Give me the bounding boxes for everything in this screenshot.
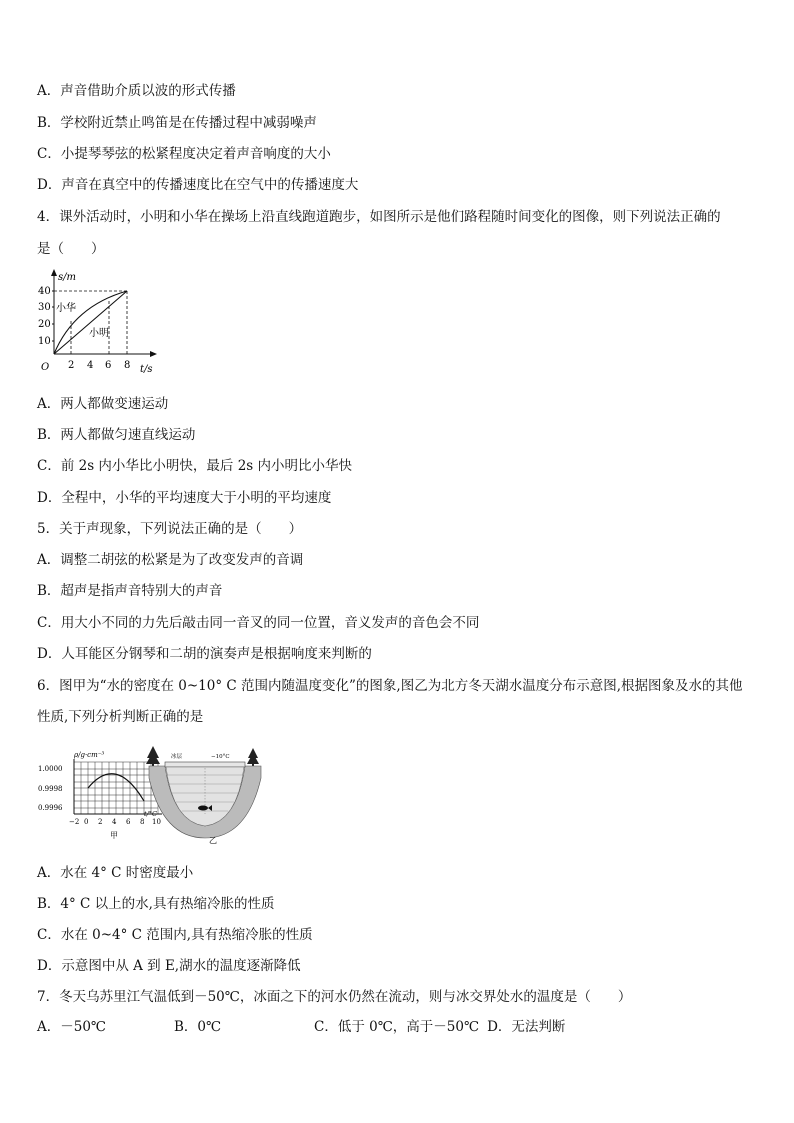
q7-options (37, 1018, 565, 1036)
q6-stem-line2: 性质,下列分析判断正确的是 (37, 709, 204, 725)
x-tick-2: 2 (68, 360, 75, 371)
density-tick-2: 0.9998 (38, 785, 63, 793)
y-tick-10: 10 (38, 336, 51, 347)
q4-option-a: A．两人都做变速运动 (37, 396, 169, 412)
y-axis-label: s/m (58, 272, 76, 283)
q3-option-b: B．学校附近禁止鸣笛是在传播过程中减弱噪声 (37, 115, 317, 131)
fish-icon (198, 806, 208, 811)
temp-tick-0: 0 (84, 818, 89, 826)
air-temp-label: −10°C (211, 754, 230, 760)
q3-option-d: D．声音在真空中的传播速度比在空气中的传播速度大 (37, 177, 359, 193)
q7-option-c: C．低于 0℃，高于－50℃ (314, 1019, 480, 1035)
x-axis-label: t/s (140, 364, 153, 375)
xiaohua-label: 小华 (56, 303, 76, 314)
xiaoming-label: 小明 (89, 328, 109, 339)
q4-option-d: D．全程中，小华的平均速度大于小明的平均速度 (37, 490, 332, 506)
ice-label: 冰层 (171, 754, 183, 760)
q7-option-d: D．无法判断 (487, 1019, 566, 1035)
q5-option-c: C．用大小不同的力先后敲击同一音叉的同一位置，音义发声的音色会不同 (37, 615, 480, 631)
q4-option-b: B．两人都做匀速直线运动 (37, 427, 196, 443)
density-axis-label: ρ/g·cm⁻³ (74, 751, 105, 759)
density-tick-3: 0.9996 (38, 804, 63, 812)
x-tick-8: 8 (124, 360, 131, 371)
q6-lake-diagram (145, 742, 265, 846)
q7-stem: 7．冬天乌苏里江气温低到－50℃，冰面之下的河水仍然在流动，则与冰交界处水的温度是（ ） (37, 989, 632, 1005)
q6-option-d: D．示意图中从 A 到 E,湖水的温度逐渐降低 (37, 958, 301, 974)
q6-option-a: A．水在 4° C 时密度最小 (37, 865, 194, 881)
temp-tick-10: 10 (152, 818, 161, 826)
y-axis-arrow (51, 269, 57, 276)
x-tick-6: 6 (105, 360, 112, 371)
q5-option-d: D．人耳能区分钢琴和二胡的演奏声是根据响度来判断的 (37, 646, 372, 662)
q6-option-b: B．4° C 以上的水,具有热缩冷胀的性质 (37, 896, 275, 912)
density-tick-1: 1.0000 (38, 765, 63, 773)
q7-option-b: B．0℃ (174, 1019, 222, 1035)
y-tick-30: 30 (38, 302, 51, 313)
q5-stem: 5．关于声现象，下列说法正确的是（ ） (37, 521, 303, 537)
q6-option-c: C．水在 0~4° C 范围内,具有热缩冷胀的性质 (37, 927, 313, 943)
xiaoming-line (54, 291, 127, 354)
temp-axis-unit: t/°C (144, 810, 158, 818)
q7-option-a: A．－50℃ (37, 1019, 107, 1035)
x-axis-arrow (150, 351, 157, 357)
temp-tick-6: 6 (126, 818, 131, 826)
q3-option-a: A．声音借助介质以波的形式传播 (37, 83, 236, 99)
origin-label: O (41, 362, 50, 373)
y-tick-40: 40 (38, 286, 51, 297)
temp-tick-8: 8 (140, 818, 145, 826)
q4-distance-time-graph (36, 268, 161, 376)
q3-option-c: C．小提琴琴弦的松紧程度决定着声音响度的大小 (37, 146, 331, 162)
ice-layer (165, 762, 245, 767)
q6-stem-line1: 6．图甲为“水的密度在 0~10° C 范围内随温度变化”的图象,图乙为北方冬天湖水温度分布示意图,根据图象及水的其他 (37, 678, 743, 694)
q4-option-c: C．前 2s 内小华比小明快，最后 2s 内小明比小华快 (37, 458, 353, 474)
q4-stem-line1: 4．课外活动时，小明和小华在操场上沿直线跑道跑步，如图所示是他们路程随时间变化的图像，则下列说法正确的 (37, 209, 721, 225)
temp-tick-4: 4 (112, 818, 117, 826)
fig-jia-caption: 甲 (110, 831, 118, 840)
temp-tick-2: 2 (98, 818, 103, 826)
temp-tick-neg2: −2 (69, 818, 80, 826)
q5-option-b: B．超声是指声音特别大的声音 (37, 583, 223, 599)
y-tick-20: 20 (38, 319, 51, 330)
tree-left-icon (146, 746, 160, 769)
x-tick-4: 4 (87, 360, 94, 371)
q5-option-a: A．调整二胡弦的松紧是为了改变发声的音调 (37, 552, 304, 568)
q4-stem-line2: 是（ ） (37, 241, 105, 257)
fig-yi-caption: 乙 (209, 836, 217, 845)
